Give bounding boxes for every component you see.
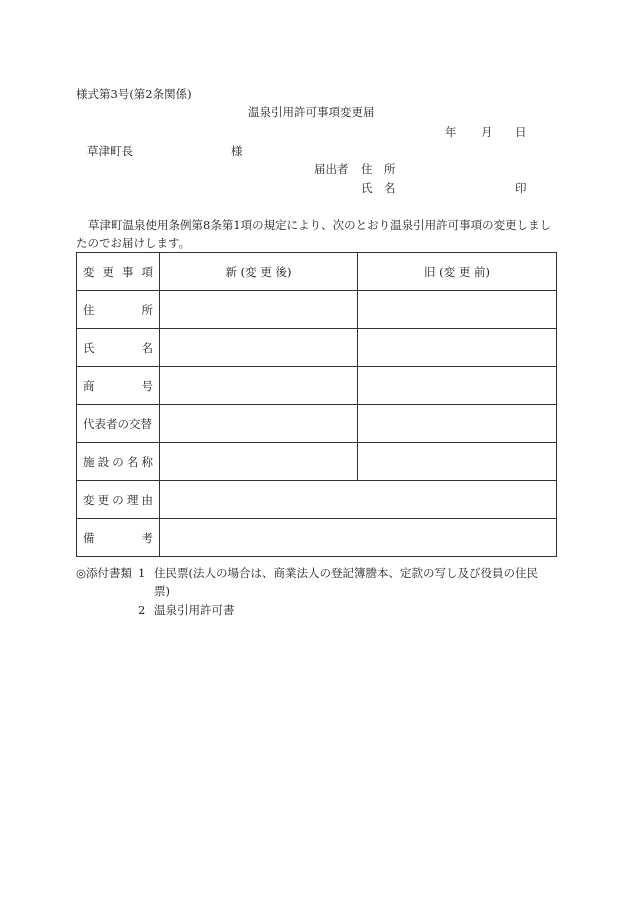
row-label-char: 施 <box>83 454 95 469</box>
row-label-representative-change <box>77 405 160 443</box>
old-address-cell[interactable] <box>358 291 557 329</box>
address-label-1: 住 <box>361 162 373 176</box>
header-item-char: 更 <box>102 264 114 279</box>
table-row <box>77 481 557 519</box>
row-label-facility-name <box>77 443 160 481</box>
change-reason-cell[interactable] <box>160 481 557 519</box>
row-label-name <box>77 329 160 367</box>
document-title: 温泉引用許可事項変更届 <box>248 105 375 119</box>
old-trade-name-cell[interactable] <box>358 367 557 405</box>
new-name-cell[interactable] <box>160 329 358 367</box>
remarks-cell[interactable] <box>160 519 557 557</box>
row-label-char: 備 <box>83 530 95 545</box>
row-label-char: 号 <box>141 378 153 393</box>
old-facility-name-cell[interactable] <box>358 443 557 481</box>
row-label-address <box>77 291 160 329</box>
table-row <box>77 329 557 367</box>
row-label-char: 考 <box>141 530 153 545</box>
row-label-trade-name <box>77 367 160 405</box>
new-facility-name-cell[interactable] <box>160 443 358 481</box>
row-label-char: 更 <box>97 492 110 507</box>
row-label-char: 名 <box>141 340 153 355</box>
date-year-label: 年 <box>445 125 457 139</box>
row-label-char: 氏 <box>83 340 95 355</box>
row-label-change-reason <box>77 481 160 519</box>
attachment-2-text: 温泉引用許可書 <box>154 603 235 617</box>
notifier-label: 届出者 <box>314 162 349 176</box>
table-row <box>77 291 557 329</box>
address-label-2: 所 <box>384 162 396 176</box>
header-item-cell <box>77 253 160 291</box>
row-label-char: の <box>112 454 124 469</box>
header-item-char: 変 <box>83 264 95 279</box>
header-item-char: 項 <box>141 264 153 279</box>
row-label-char: の <box>112 492 124 507</box>
attachment-2-number: 2 <box>138 603 146 617</box>
row-label-char: 名 <box>126 454 139 469</box>
attachment-1-number: 1 <box>138 566 146 580</box>
attachment-1-text-cont: 票) <box>154 584 170 598</box>
row-label-remarks <box>77 519 160 557</box>
row-label-char: 由 <box>141 492 153 507</box>
seal-mark: 印 <box>515 181 527 195</box>
addressee-name: 草津町長 <box>87 144 133 158</box>
new-address-cell[interactable] <box>160 291 358 329</box>
table-row <box>77 405 557 443</box>
table-row <box>77 519 557 557</box>
row-label-text: 代表者の交替 <box>83 416 152 431</box>
attachment-1-text: 住民票(法人の場合は、商業法人の登記簿謄本、定款の写し及び役員の住民 <box>154 566 538 580</box>
change-table <box>76 252 557 557</box>
date-month-label: 月 <box>481 125 493 139</box>
row-label-char: 変 <box>83 492 95 507</box>
header-item-char: 事 <box>122 264 134 279</box>
name-label-1: 氏 <box>361 181 373 195</box>
date-day-label: 日 <box>515 125 527 139</box>
old-name-cell[interactable] <box>358 329 557 367</box>
form-code: 様式第3号(第2条関係) <box>76 87 192 101</box>
table-header-row <box>77 253 557 291</box>
header-old: 旧 (変 更 前) <box>358 253 557 291</box>
addressee-honorific: 様 <box>231 144 243 158</box>
old-representative-cell[interactable] <box>358 405 557 443</box>
header-new: 新 (変 更 後) <box>160 253 358 291</box>
new-trade-name-cell[interactable] <box>160 367 358 405</box>
table-row <box>77 443 557 481</box>
attachments-heading: ◎添付書類 <box>76 566 133 580</box>
row-label-char: 称 <box>141 454 153 469</box>
name-label-2: 名 <box>384 181 396 195</box>
row-label-char: 設 <box>97 454 110 469</box>
row-label-char: 商 <box>83 378 95 393</box>
row-label-char: 所 <box>141 302 153 317</box>
body-paragraph: 草津町温泉使用条例第8条第1項の規定により、次のとおり温泉引用許可事項の変更しましたのでお届けします。 <box>76 218 552 250</box>
row-label-char: 理 <box>126 492 139 507</box>
new-representative-cell[interactable] <box>160 405 358 443</box>
table-row <box>77 367 557 405</box>
row-label-char: 住 <box>83 302 95 317</box>
